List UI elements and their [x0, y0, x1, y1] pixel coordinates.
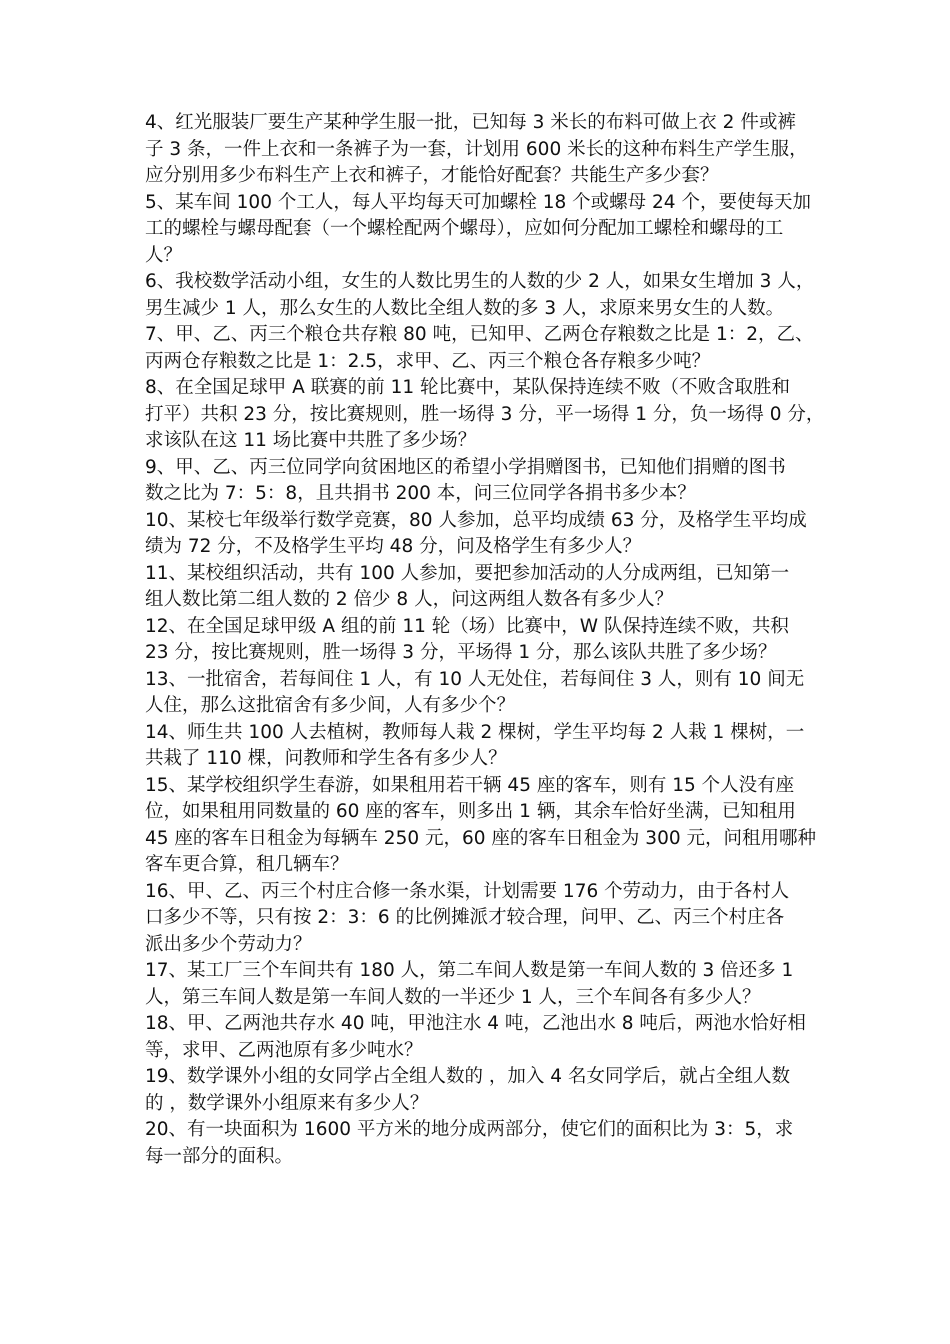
problem-item	[145, 667, 815, 720]
problem-text-line: 位，如果租用同数量的 60 座的客车，则多出 1 辆，其余车恰好坐满，已知租用	[145, 801, 796, 822]
problem-text-line: 6、我校数学活动小组，女生的人数比男生的人数的少 2 人，如果女生增加 3 人，	[145, 271, 815, 292]
problem-list	[145, 110, 825, 1170]
problem-text-line: 应分别用多少布料生产上衣和裤子，才能恰好配套？共能生产多少套？	[145, 165, 719, 186]
problem-text-line: 17、某工厂三个车间共有 180 人，第二车间人数是第一车间人数的 3 倍还多 1	[145, 960, 794, 981]
problem-text-line: 19、数学课外小组的女同学占全组人数的 ，加入 4 名女同学后，就占全组人数	[145, 1066, 790, 1087]
problem-text-line: 11、某校组织活动，共有 100 人参加，要把参加活动的人分成两组，已知第一	[145, 562, 790, 584]
problem-text-line: 9、甲、乙、丙三位同学向贫困地区的希望小学捐赠图书，已知他们捐赠的图书	[145, 456, 786, 478]
problem-text-line: 18、甲、乙两池共存水 40 吨，甲池注水 4 吨，乙池出水 8 吨后，两池水恰好相	[145, 1013, 806, 1034]
problem-item	[145, 561, 815, 614]
problem-item	[145, 322, 815, 375]
problem-text-line: 等，求甲、乙两池原有多少吨水？	[145, 1039, 423, 1061]
problem-item	[145, 375, 825, 455]
problem-item	[145, 614, 815, 667]
problem-text-line: 绩为 72 分，不及格学生平均 48 分，问及格学生有多少人？	[145, 536, 642, 557]
problem-item	[145, 455, 815, 508]
problem-text-line: 工的螺栓与螺母配套（一个螺栓配两个螺母），应如何分配加工螺栓和螺母的工	[145, 218, 784, 239]
problem-text-line: 13、一批宿舍，若每间住 1 人，有 10 人无处住，若每间住 3 人，则有 10 间无	[145, 668, 805, 690]
problem-text-line: 口多少不等，只有按 2：3：6 的比例摊派才较合理，问甲、乙、丙三个村庄各	[145, 907, 785, 928]
problem-text-line: 打平）共积 23 分，按比赛规则，胜一场得 3 分，平一场得 1 分，负一场得 0 分，	[145, 403, 825, 425]
problem-text-line: 人，第三车间人数是第一车间人数的一半还少 1 人，三个车间各有多少人？	[145, 986, 761, 1008]
problem-item	[145, 773, 815, 879]
problem-text-line: 20、有一块面积为 1600 平方米的地分成两部分，使它们的面积比为 3：5，求	[145, 1119, 794, 1140]
problem-text-line: 7、甲、乙、丙三个粮仓共存粮 80 吨，已知甲、乙两仓存粮数之比是 1：2，乙、	[145, 324, 814, 345]
problem-text-line: 派出多少个劳动力？	[145, 933, 312, 955]
problem-text-line: 5、某车间 100 个工人，每人平均每天可加螺栓 18 个或螺母 24 个，要使每天加	[145, 191, 811, 213]
problem-item	[145, 110, 815, 190]
problem-item	[145, 1011, 815, 1064]
problem-text-line: 12、在全国足球甲级 A 组的前 11 轮（场）比赛中，W 队保持连续不败，共积	[145, 615, 789, 637]
problem-item	[145, 508, 815, 561]
problem-text-line: 4、红光服装厂要生产某种学生服一批，已知每 3 米长的布料可做上衣 2 件或裤	[145, 112, 796, 133]
problem-item	[145, 958, 815, 1011]
problem-text-line: 求该队在这 11 场比赛中共胜了多少场？	[145, 430, 477, 451]
problem-item	[145, 190, 815, 270]
problem-text-line: 10、某校七年级举行数学竞赛，80 人参加，总平均成绩 63 分，及格学生平均成	[145, 509, 807, 531]
problem-text-line: 8、在全国足球甲 A 联赛的前 11 轮比赛中，某队保持连续不败（不败含取胜和	[145, 377, 790, 398]
problem-item	[145, 1064, 815, 1117]
problem-text-line: 丙两仓存粮数之比是 1：2.5，求甲、乙、丙三个粮仓各存粮多少吨？	[145, 350, 711, 372]
problem-text-line: 每一部分的面积。	[145, 1145, 294, 1167]
problem-text-line: 14、师生共 100 人去植树，教师每人栽 2 棵树，学生平均每 2 人栽 1 棵树，一	[145, 721, 805, 743]
problem-text-line: 的 ，数学课外小组原来有多少人？	[145, 1092, 429, 1114]
problem-text-line: 15、某学校组织学生春游，如果租用若干辆 45 座的客车，则有 15 个人没有座	[145, 774, 795, 796]
problem-text-line: 数之比为 7：5：8，且共捐书 200 本，问三位同学各捐书多少本？	[145, 483, 696, 504]
problem-text-line: 45 座的客车日租金为每辆车 250 元，60 座的客车日租金为 300 元，问租用哪种	[145, 827, 816, 849]
problem-text-line: 男生减少 1 人，那么女生的人数比全组人数的多 3 人，求原来男女生的人数。	[145, 297, 785, 319]
problem-text-line: 子 3 条，一件上衣和一条裤子为一套，计划用 600 米长的这种布料生产学生服，	[145, 138, 808, 160]
problem-item	[145, 269, 815, 322]
problem-text-line: 23 分，按比赛规则，胜一场得 3 分，平场得 1 分，那么该队共胜了多少场？	[145, 642, 777, 663]
problem-text-line: 组人数比第二组人数的 2 倍少 8 人，问这两组人数各有多少人？	[145, 589, 674, 610]
problem-item	[145, 879, 815, 959]
problem-item	[145, 720, 815, 773]
problem-text-line: 共栽了 110 棵，问教师和学生各有多少人？	[145, 748, 507, 769]
problem-text-line: 客车更合算，租几辆车？	[145, 854, 349, 875]
problem-text-line: 人住，那么这批宿舍有多少间，人有多少个？	[145, 695, 516, 716]
problem-text-line: 人？	[145, 244, 183, 266]
problem-item	[145, 1117, 815, 1170]
problem-text-line: 16、甲、乙、丙三个村庄合修一条水渠，计划需要 176 个劳动力，由于各村人	[145, 880, 790, 902]
